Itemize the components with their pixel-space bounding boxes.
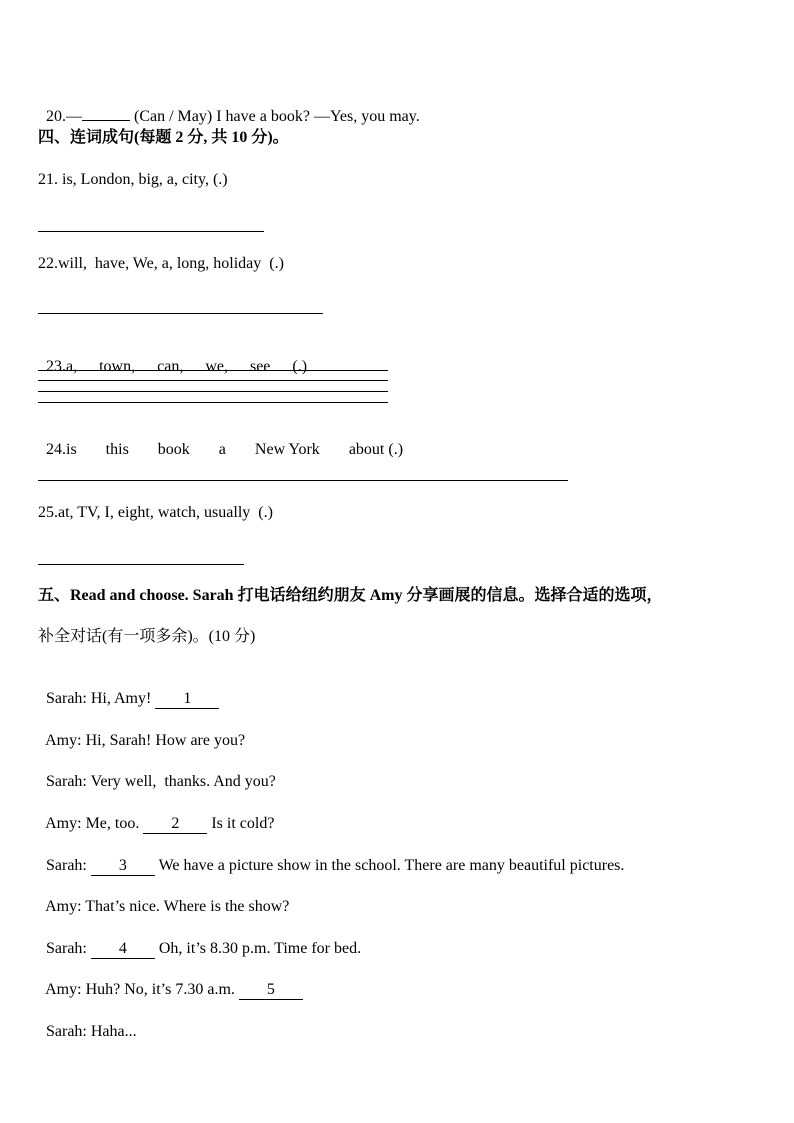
q23-word: can, (157, 358, 184, 375)
dialogue-line (38, 877, 289, 917)
dialogue-line (38, 836, 624, 876)
dialogue-line (38, 711, 245, 751)
q23-word: we, (205, 358, 228, 375)
q24-word: book (157, 441, 190, 458)
dialogue-line (38, 752, 276, 792)
dialogue-line (38, 794, 274, 834)
dialogue-blank[interactable]: 2 (143, 815, 207, 834)
q24-word: about (.) (348, 441, 404, 458)
question-25: 25.at, TV, I, eight, watch, usually (.) (38, 504, 273, 521)
question-22: 22.will, have, We, a, long, holiday (.) (38, 255, 284, 272)
q20-reply: —Yes, you may. (313, 108, 420, 125)
dialogue-text: Amy: Huh? No, it’s 7.30 a.m. (45, 981, 239, 998)
q24-word: this (105, 441, 129, 458)
q21-answer-line[interactable] (38, 231, 264, 232)
dialogue-text: Oh, it’s 8.30 p.m. Time for bed. (154, 940, 362, 957)
q23-answer-line[interactable] (38, 391, 388, 392)
q25-answer-line[interactable] (38, 564, 244, 565)
dialogue-text: Sarah: Haha... (46, 1023, 137, 1040)
q23-word: town, (99, 358, 136, 375)
q23-number: 23. (46, 358, 66, 375)
q23-answer-line[interactable] (38, 402, 388, 403)
dialogue-line (38, 669, 219, 709)
q24-word: New York (254, 441, 320, 458)
section-4-heading: 四、连词成句(每题 2 分, 共 10 分)。 (38, 129, 289, 146)
dialogue-line (38, 1002, 137, 1042)
q20-dash: — (66, 108, 82, 125)
dialogue-blank[interactable]: 3 (91, 857, 155, 876)
question-20 (38, 87, 420, 127)
dialogue-text: Sarah: (46, 940, 91, 957)
question-23 (38, 337, 307, 377)
question-21: 21. is, London, big, a, city, (.) (38, 171, 228, 188)
q24-word: is (66, 441, 77, 458)
q20-answer-blank[interactable] (82, 120, 130, 121)
section-5-heading: 五、Read and choose. Sarah 打电话给纽约朋友 Amy 分享画展的信息。选择合适的选项， (38, 587, 663, 604)
q24-answer-line[interactable] (38, 480, 568, 481)
dialogue-text: We have a picture show in the school. There are many beautiful pictures. (154, 857, 625, 874)
q20-options: (Can / May) I have a book? (134, 108, 310, 125)
dialogue-text: Amy: Hi, Sarah! How are you? (45, 732, 246, 749)
dialogue-text: Amy: That’s nice. Where is the show? (45, 898, 290, 915)
question-24 (38, 420, 403, 460)
dialogue-text: Sarah: (46, 857, 91, 874)
dialogue-line (38, 960, 303, 1000)
q22-answer-line[interactable] (38, 313, 323, 314)
q24-word: a (218, 441, 226, 458)
q23-word: see (249, 358, 271, 375)
dialogue-blank[interactable]: 4 (91, 940, 155, 959)
dialogue-text: Sarah: Hi, Amy! (46, 690, 156, 707)
dialogue-text: Amy: Me, too. (45, 815, 144, 832)
dialogue-text: Is it cold? (207, 815, 275, 832)
q20-number: 20. (46, 108, 66, 125)
q24-number: 24. (46, 441, 66, 458)
q23-answer-line[interactable] (38, 370, 388, 371)
q23-word: (.) (292, 358, 308, 375)
dialogue-blank[interactable]: 5 (239, 981, 303, 1000)
dialogue-blank[interactable]: 1 (155, 690, 219, 709)
dialogue-line (38, 919, 361, 959)
q23-answer-line[interactable] (38, 380, 388, 381)
q23-word: a, (66, 358, 78, 375)
dialogue-text: Sarah: Very well, thanks. And you? (46, 773, 276, 790)
section-5-heading-cont: 补全对话(有一项多余)。(10 分) (38, 628, 256, 645)
